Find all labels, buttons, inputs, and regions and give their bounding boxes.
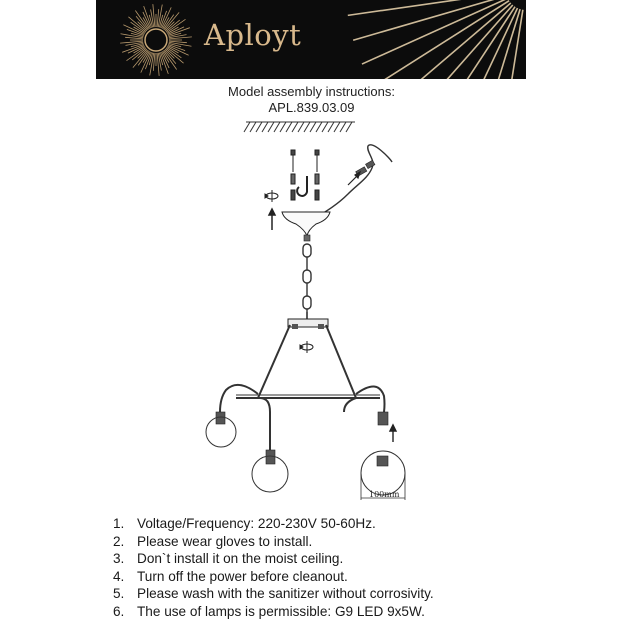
canopy: [282, 212, 330, 236]
instructions-title: Model assembly instructions:: [228, 84, 395, 99]
chain: [303, 244, 311, 322]
up-arrow-icon: [269, 209, 275, 230]
list-item: 6. The use of lamps is permissible: G9 LED 9x5W.: [113, 603, 425, 619]
brand-logo: Aployt: [204, 18, 302, 52]
frame: [236, 325, 380, 398]
model-code: APL.839.03.09: [268, 100, 355, 115]
up-arrow-icon: [390, 425, 396, 442]
instruction-notes: [113, 515, 434, 621]
rotate-icon: [265, 190, 278, 202]
up-arrow-icon: [348, 172, 360, 185]
dimension-label: 100mm: [369, 490, 400, 499]
rotate-icon: [300, 341, 313, 353]
list-item: 5. Please wash with the sanitizer without corrosivity.: [113, 586, 434, 602]
ceiling-hatch: [244, 122, 355, 132]
screw-icon: [291, 150, 319, 184]
brand-banner: [96, 0, 526, 79]
assembly-diagram: [180, 112, 440, 507]
lamp-socket: [216, 412, 388, 464]
sunburst-decoration: [96, 0, 526, 79]
list-item: 1. Voltage/Frequency: 220-230V 50-60Hz.: [113, 516, 376, 531]
list-item: 3. Don`t install it on the moist ceiling.: [113, 551, 344, 567]
hook-icon: [297, 176, 307, 196]
list-item: 2. Please wear gloves to install.: [113, 533, 313, 549]
list-item: 4. Turn off the power before cleanout.: [113, 568, 348, 584]
wire-icon: [311, 145, 392, 220]
